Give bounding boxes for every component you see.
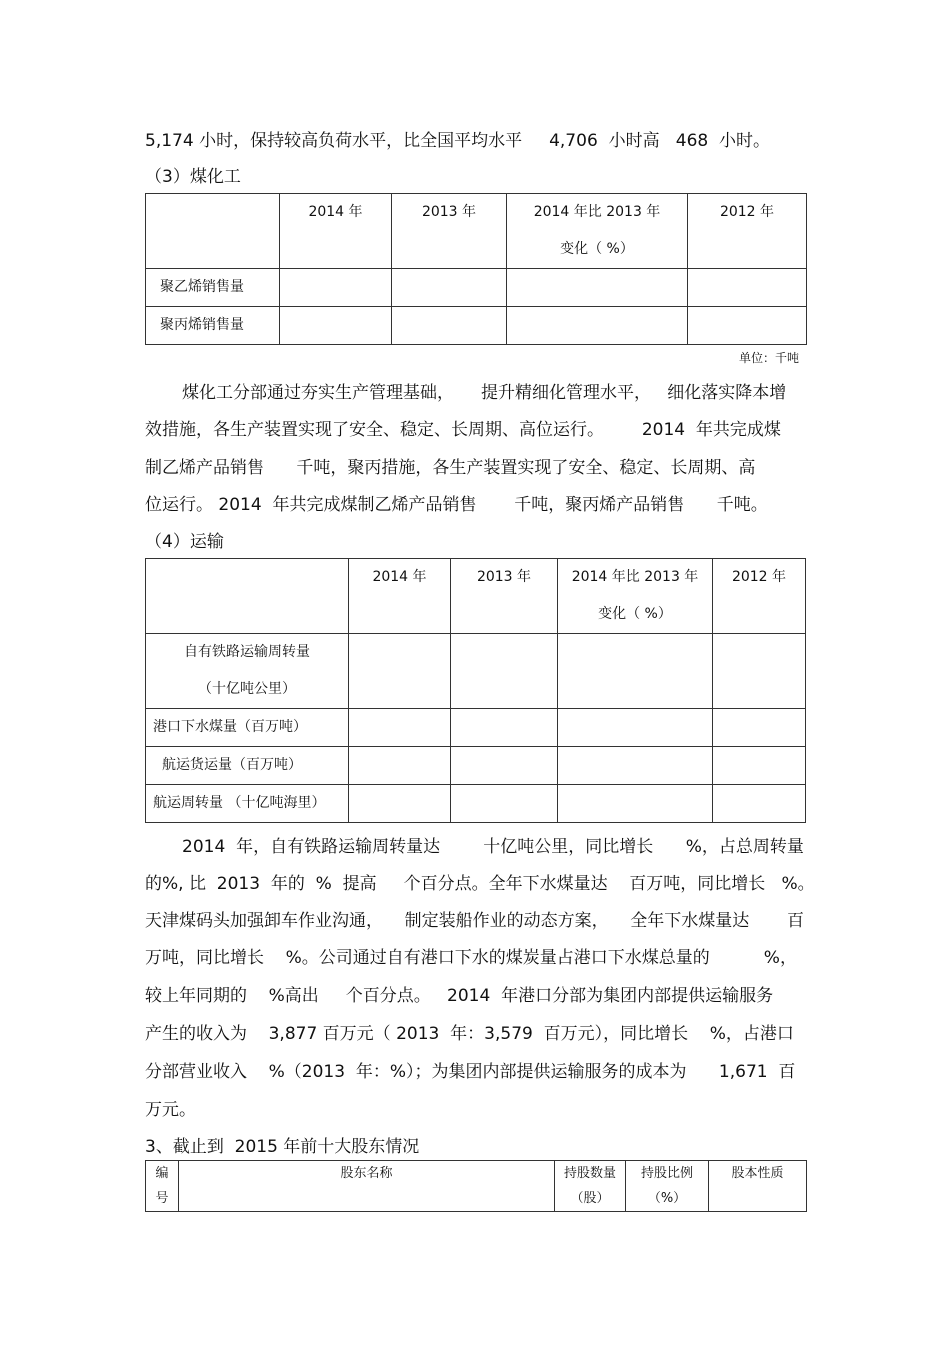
paragraph-line: 制乙烯产品销售 千吨，聚丙措施，各生产装置实现了安全、稳定、长周期、高 xyxy=(145,458,756,478)
header-2013: 2013 年 xyxy=(392,194,507,269)
table-cell xyxy=(349,785,451,823)
header-shareholder-name xyxy=(179,1161,555,1212)
table-cell xyxy=(349,634,451,709)
header-2012: 2012 年 xyxy=(713,559,806,634)
header-ratio-line1: 持股比例 xyxy=(640,1166,693,1181)
table-cell xyxy=(507,269,688,307)
table-row xyxy=(146,709,806,747)
table-cell xyxy=(713,785,806,823)
row-label-line2: （十亿吨公里） xyxy=(198,681,296,697)
table-cell xyxy=(349,747,451,785)
header-shares-held xyxy=(555,1161,626,1212)
table-cell xyxy=(558,709,713,747)
paragraph-line: 分部营业收入 %（2013 年：%）；为集团内部提供运输服务的成本为 1,671 百 xyxy=(145,1062,796,1082)
row-label: 聚丙烯销售量 xyxy=(146,307,280,345)
table-cell xyxy=(392,269,507,307)
table-cell xyxy=(688,307,807,345)
table-cell xyxy=(451,747,558,785)
unit-note: 单位：千吨 xyxy=(738,351,799,365)
header-number-line2: 号 xyxy=(155,1191,169,1206)
coal-chemical-table xyxy=(145,193,807,345)
table-header-row xyxy=(146,559,806,634)
row-label xyxy=(146,634,349,709)
table-cell xyxy=(451,785,558,823)
header-2012: 2012 年 xyxy=(688,194,807,269)
table-cell xyxy=(349,709,451,747)
table-header-row xyxy=(146,1161,807,1212)
table-cell xyxy=(713,709,806,747)
table-cell xyxy=(451,634,558,709)
header-number xyxy=(146,1161,179,1212)
table-cell xyxy=(392,307,507,345)
table-row xyxy=(146,634,806,709)
header-change-line2: 变化（ %） xyxy=(560,241,634,257)
row-label: 港口下水煤量（百万吨） xyxy=(146,709,349,747)
paragraph-line: 天津煤码头加强卸车作业沟通， 制定装船作业的动态方案， 全年下水煤量达 百 xyxy=(145,911,805,931)
table-cell xyxy=(451,709,558,747)
header-2014: 2014 年 xyxy=(280,194,392,269)
row-label: 航运货运量（百万吨） xyxy=(146,747,349,785)
header-share-nature xyxy=(709,1161,807,1212)
table-cell xyxy=(558,634,713,709)
table-row xyxy=(146,785,806,823)
header-cell-empty xyxy=(146,194,280,269)
table-cell xyxy=(558,785,713,823)
header-2013: 2013 年 xyxy=(451,559,558,634)
table-cell xyxy=(280,269,392,307)
paragraph-line: 万吨，同比增长 %。公司通过自有港口下水的煤炭量占港口下水煤总量的 %， xyxy=(145,948,797,968)
header-shareholder-name-text: 股东名称 xyxy=(340,1166,393,1181)
header-number-line1: 编 xyxy=(155,1166,169,1181)
header-change-line2: 变化（ %） xyxy=(598,606,672,622)
transport-table xyxy=(145,558,806,823)
header-cell-empty xyxy=(146,559,349,634)
table-cell xyxy=(713,634,806,709)
paragraph-line: 煤化工分部通过夯实生产管理基础， 提升精细化管理水平， 细化落实降本增 xyxy=(182,383,787,403)
paragraph-line: 产生的收入为 3,877 百万元（ 2013 年：3,579 百万元），同比增长 %，占港口 xyxy=(145,1024,794,1044)
table-row xyxy=(146,269,807,307)
header-change xyxy=(507,194,688,269)
section-heading-transport: （4）运输 xyxy=(145,532,224,552)
paragraph-line: 较上年同期的 %高出 个百分点。 2014 年港口分部为集团内部提供运输服务 xyxy=(145,986,774,1006)
table-row xyxy=(146,747,806,785)
row-label: 航运周转量 （十亿吨海里） xyxy=(146,785,349,823)
header-shares-line1: 持股数量 xyxy=(563,1166,616,1181)
header-nature-text: 股本性质 xyxy=(731,1166,784,1181)
shareholders-table xyxy=(145,1160,807,1212)
paragraph-line: 的%, 比 2013 年的 % 提高 个百分点。全年下水煤量达 百万吨，同比增长 %。 xyxy=(145,874,815,894)
table-row xyxy=(146,307,807,345)
header-change-line1: 2014 年比 2013 年 xyxy=(533,204,661,220)
section-heading-coal-chemical: （3）煤化工 xyxy=(145,167,241,187)
table-header-row xyxy=(146,194,807,269)
intro-line: 5,174 小时，保持较高负荷水平，比全国平均水平 4,706 小时高 468 小时。 xyxy=(145,131,771,151)
header-2014: 2014 年 xyxy=(349,559,451,634)
header-shares-line2: （股） xyxy=(570,1191,610,1206)
table-cell xyxy=(713,747,806,785)
paragraph-line: 万元。 xyxy=(145,1100,196,1120)
header-ratio-line2: （%） xyxy=(647,1191,687,1206)
header-share-ratio xyxy=(626,1161,709,1212)
table-cell xyxy=(507,307,688,345)
row-label: 聚乙烯销售量 xyxy=(146,269,280,307)
table-cell xyxy=(558,747,713,785)
paragraph-line: 位运行。 2014 年共完成煤制乙烯产品销售 千吨，聚丙烯产品销售 千吨。 xyxy=(145,495,768,515)
row-label-line1: 自有铁路运输周转量 xyxy=(184,644,310,660)
table-cell xyxy=(280,307,392,345)
header-change-line1: 2014 年比 2013 年 xyxy=(571,569,699,585)
section-heading-shareholders: 3、截止到 2015 年前十大股东情况 xyxy=(145,1137,420,1157)
paragraph-line: 效措施，各生产装置实现了安全、稳定、长周期、高位运行。 2014 年共完成煤 xyxy=(145,420,781,440)
table-cell xyxy=(688,269,807,307)
paragraph-line: 2014 年，自有铁路运输周转量达 十亿吨公里，同比增长 %，占总周转量 xyxy=(182,837,804,857)
header-change xyxy=(558,559,713,634)
